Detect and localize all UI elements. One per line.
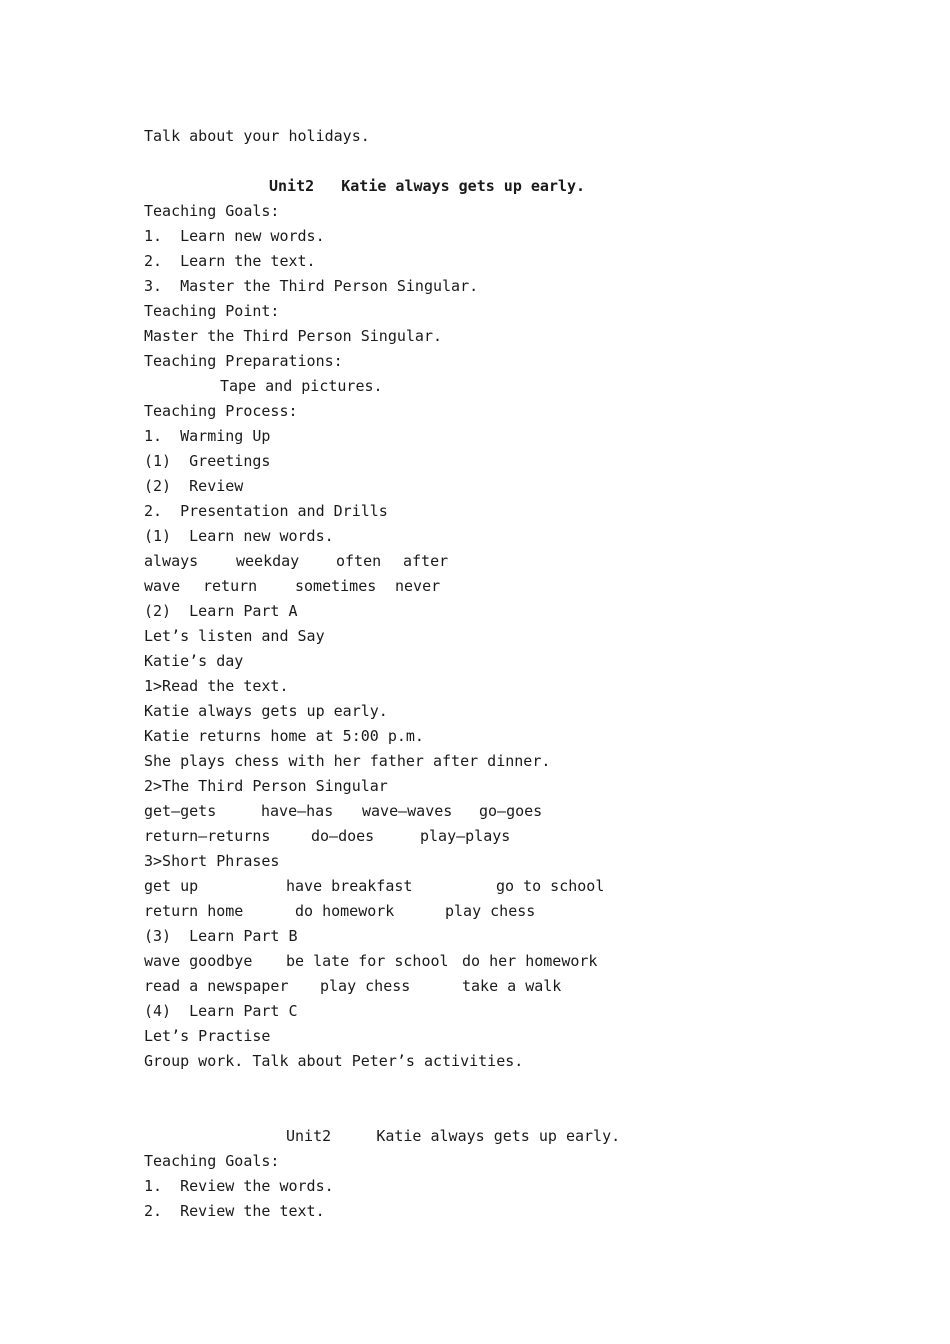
text-line: 1>Read the text. bbox=[144, 677, 289, 695]
phrase: return home bbox=[144, 902, 244, 920]
goal-item: 1. Learn new words. bbox=[144, 227, 325, 245]
process-heading: Teaching Process: bbox=[144, 402, 298, 420]
words-row bbox=[144, 549, 844, 574]
substep: (1) Learn new words. bbox=[144, 527, 334, 545]
point-heading: Teaching Point: bbox=[144, 302, 280, 320]
phrase: read a newspaper bbox=[144, 977, 289, 995]
step-heading: 2. Presentation and Drills bbox=[144, 502, 388, 520]
goal-item: 1. Review the words. bbox=[144, 1177, 334, 1195]
text-line: Let’s Practise bbox=[144, 1027, 271, 1045]
phrase: do her homework bbox=[462, 952, 598, 970]
goal-item: 2. Learn the text. bbox=[144, 252, 316, 270]
verb-pair: get—gets bbox=[144, 802, 217, 820]
phrases-row bbox=[144, 874, 844, 899]
partb-row bbox=[144, 974, 844, 999]
goals-heading: Teaching Goals: bbox=[144, 202, 280, 220]
text-line: 3>Short Phrases bbox=[144, 852, 280, 870]
step-heading: 1. Warming Up bbox=[144, 427, 271, 445]
phrase: play chess bbox=[320, 977, 411, 995]
prep-heading: Teaching Preparations: bbox=[144, 352, 343, 370]
phrases-row bbox=[144, 899, 844, 924]
goal-item: 3. Master the Third Person Singular. bbox=[144, 277, 479, 295]
text-line: Group work. Talk about Peter’s activities. bbox=[144, 1052, 524, 1070]
substep: (3) Learn Part B bbox=[144, 927, 298, 945]
lesson1-title bbox=[269, 174, 585, 199]
phrase: take a walk bbox=[462, 977, 562, 995]
phrase: have breakfast bbox=[286, 877, 413, 895]
verb-pair: have—has bbox=[261, 802, 334, 820]
word: always bbox=[144, 552, 199, 570]
verb-pair: go—goes bbox=[479, 802, 543, 820]
substep: (1) Greetings bbox=[144, 452, 271, 470]
verb-pair: play—plays bbox=[420, 827, 511, 845]
goal-item: 2. Review the text. bbox=[144, 1202, 325, 1220]
phrase: wave goodbye bbox=[144, 952, 253, 970]
substep: (2) Learn Part A bbox=[144, 602, 298, 620]
verb-pair: do—does bbox=[311, 827, 375, 845]
substep: (4) Learn Part C bbox=[144, 1002, 298, 1020]
phrase: be late for school bbox=[286, 952, 449, 970]
lesson2-title-text: Katie always gets up early. bbox=[376, 1127, 621, 1145]
word: return bbox=[203, 577, 258, 595]
lesson2-title-unit: Unit2 bbox=[286, 1127, 332, 1145]
text-line: Let’s listen and Say bbox=[144, 627, 325, 645]
sentence: Katie always gets up early. bbox=[144, 702, 388, 720]
phrase: get up bbox=[144, 877, 199, 895]
word: never bbox=[395, 577, 441, 595]
intro-line: Talk about your holidays. bbox=[144, 127, 370, 145]
word: often bbox=[336, 552, 382, 570]
words-row bbox=[144, 574, 844, 599]
goals-heading: Teaching Goals: bbox=[144, 1152, 280, 1170]
text-line: Katie’s day bbox=[144, 652, 244, 670]
verbs-row bbox=[144, 799, 844, 824]
lesson2-title bbox=[286, 1124, 620, 1149]
phrase: do homework bbox=[295, 902, 395, 920]
phrase: play chess bbox=[445, 902, 536, 920]
word: weekday bbox=[236, 552, 300, 570]
substep: (2) Review bbox=[144, 477, 244, 495]
word: sometimes bbox=[295, 577, 377, 595]
text-line: 2>The Third Person Singular bbox=[144, 777, 388, 795]
verb-pair: return—returns bbox=[144, 827, 271, 845]
lesson1-title-unit: Unit2 bbox=[269, 177, 315, 195]
prep-text: Tape and pictures. bbox=[220, 377, 383, 395]
word: after bbox=[403, 552, 449, 570]
point-text: Master the Third Person Singular. bbox=[144, 327, 443, 345]
sentence: She plays chess with her father after dinner. bbox=[144, 752, 551, 770]
lesson1-title-text: Katie always gets up early. bbox=[341, 177, 586, 195]
verb-pair: wave—waves bbox=[362, 802, 453, 820]
sentence: Katie returns home at 5:00 p.m. bbox=[144, 727, 424, 745]
verbs-row bbox=[144, 824, 844, 849]
partb-row bbox=[144, 949, 844, 974]
phrase: go to school bbox=[496, 877, 605, 895]
word: wave bbox=[144, 577, 181, 595]
